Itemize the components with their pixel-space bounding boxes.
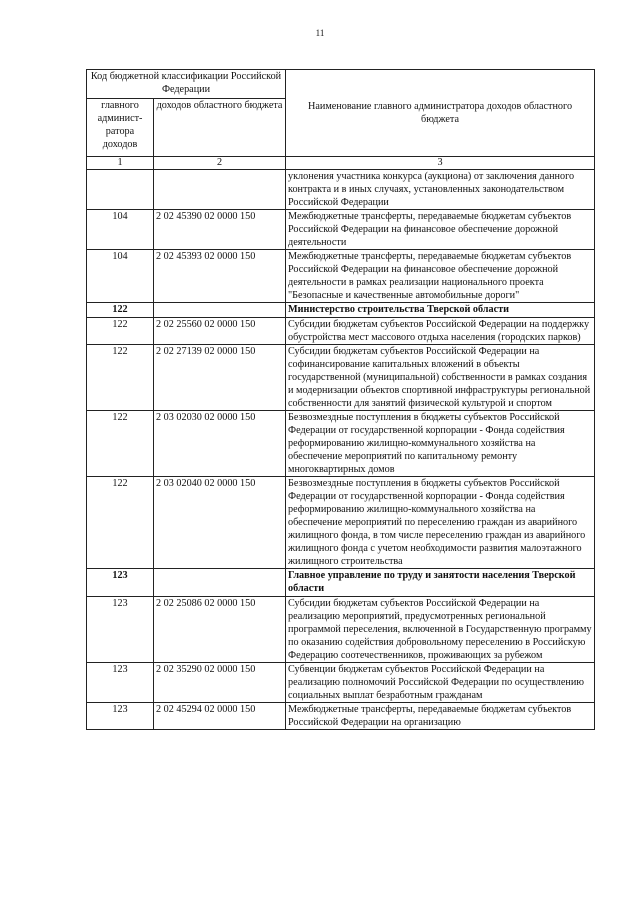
admin-code-cell: 104: [87, 210, 154, 250]
column-number: 1: [87, 157, 154, 170]
table-row: [87, 569, 595, 596]
admin-code-cell: 122: [87, 344, 154, 410]
table-row: [87, 410, 595, 476]
description-cell: Безвозмездные поступления в бюджеты субъектов Российской Федерации от государственной корпорации - Фонда содействия реформированию жилищно-коммунального хозяйства на обеспечение мероприятий по переселению граждан из аварийного жилищного фонда, в том числе переселению граждан из аварийного жилищного фонда с учетом необходимости развития малоэтажного жилищного строительства: [286, 477, 595, 569]
income-code-cell: 2 02 25560 02 0000 150: [154, 317, 286, 344]
column-number: 2: [154, 157, 286, 170]
admin-code-cell: 122: [87, 317, 154, 344]
table-row: [87, 344, 595, 410]
table-row: [87, 702, 595, 729]
header-name: Наименование главного администратора доходов областного бюджета: [286, 70, 595, 157]
table-row: [87, 170, 595, 210]
income-code-cell: 2 02 25086 02 0000 150: [154, 596, 286, 662]
budget-classification-table: [86, 69, 595, 730]
income-code-cell: 2 03 02030 02 0000 150: [154, 410, 286, 476]
table-row: [87, 303, 595, 317]
income-code-cell: [154, 569, 286, 596]
header-income: доходов областного бюджета: [154, 99, 286, 157]
admin-code-cell: 122: [87, 410, 154, 476]
description-cell: Межбюджетные трансферты, передаваемые бюджетам субъектов Российской Федерации на финансовое обеспечение дорожной деятельности: [286, 210, 595, 250]
description-cell: Межбюджетные трансферты, передаваемые бюджетам субъектов Российской Федерации на финансовое обеспечение дорожной деятельности в рамках реализации национального проекта "Безопасные и качественные автомобильные дороги": [286, 250, 595, 303]
column-number: 3: [286, 157, 595, 170]
admin-code-cell: 123: [87, 569, 154, 596]
income-code-cell: 2 02 45390 02 0000 150: [154, 210, 286, 250]
table-row: [87, 596, 595, 662]
admin-code-cell: 122: [87, 477, 154, 569]
admin-code-cell: 122: [87, 303, 154, 317]
description-cell: уклонения участника конкурса (аукциона) от заключения данного контракта и в иных случаях, установленных законодательством Российской Федерации: [286, 170, 595, 210]
table-row: [87, 477, 595, 569]
description-cell: Безвозмездные поступления в бюджеты субъектов Российской Федерации от государственной корпорации - Фонда содействия реформированию жилищно-коммунального хозяйства на обеспечение мероприятий по капитальному ремонту многоквартирных домов: [286, 410, 595, 476]
table-row: [87, 210, 595, 250]
admin-code-cell: [87, 170, 154, 210]
page-number: 11: [315, 28, 325, 38]
description-cell: Субсидии бюджетам субъектов Российской Федерации на поддержку обустройства мест массового отдыха населения (городских парков): [286, 317, 595, 344]
table-row: [87, 317, 595, 344]
description-cell: Межбюджетные трансферты, передаваемые бюджетам субъектов Российской Федерации на организацию: [286, 702, 595, 729]
admin-code-cell: 123: [87, 662, 154, 702]
income-code-cell: 2 02 45393 02 0000 150: [154, 250, 286, 303]
income-code-cell: [154, 170, 286, 210]
income-code-cell: 2 02 35290 02 0000 150: [154, 662, 286, 702]
income-code-cell: [154, 303, 286, 317]
income-code-cell: 2 02 27139 02 0000 150: [154, 344, 286, 410]
income-code-cell: 2 02 45294 02 0000 150: [154, 702, 286, 729]
admin-code-cell: 123: [87, 596, 154, 662]
header-admin: главного админист-ратора доходов: [87, 99, 154, 157]
header-kbk: Код бюджетной классификации Российской Федерации: [87, 70, 286, 99]
description-cell: Министерство строительства Тверской области: [286, 303, 595, 317]
admin-code-cell: 123: [87, 702, 154, 729]
description-cell: Субсидии бюджетам субъектов Российской Федерации на реализацию мероприятий, предусмотренных региональной программой переселения, включенной в Государственную программу по оказанию содействия добровольному переселению в Российскую Федерацию соотечественников, проживающих за рубежом: [286, 596, 595, 662]
income-code-cell: 2 03 02040 02 0000 150: [154, 477, 286, 569]
table-row: [87, 662, 595, 702]
description-cell: Субвенции бюджетам субъектов Российской Федерации на реализацию полномочий Российской Федерации по осуществлению социальных выплат безработным гражданам: [286, 662, 595, 702]
description-cell: Главное управление по труду и занятости населения Тверской области: [286, 569, 595, 596]
description-cell: Субсидии бюджетам субъектов Российской Федерации на софинансирование капитальных вложений в объекты государственной (муниципальной) собственности в рамках создания и модернизации объектов спортивной инфраструктуры региональной собственности для занятий физической культурой и спортом: [286, 344, 595, 410]
table-row: [87, 250, 595, 303]
admin-code-cell: 104: [87, 250, 154, 303]
